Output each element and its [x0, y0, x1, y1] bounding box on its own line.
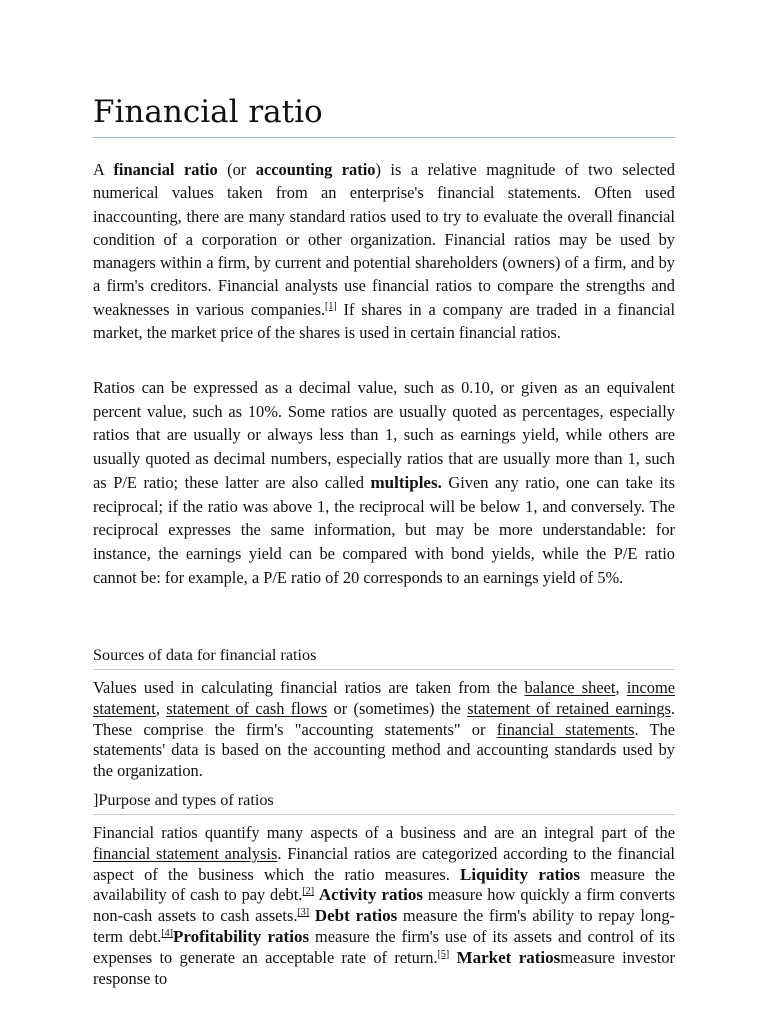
- citation-5-link[interactable]: [5]: [437, 948, 450, 960]
- sources-text: or (sometimes) the: [327, 698, 468, 718]
- link-statement-of-retained-earnings[interactable]: statement of retained earnings: [467, 698, 671, 718]
- intro-text: A: [93, 160, 114, 179]
- term-activity-ratios: Activity ratios: [318, 885, 424, 905]
- sources-text: . These comprise the firm's "accounting statements" or: [93, 698, 675, 739]
- intro-text: ) is a relative magnitude of two selected numerical values taken from an enterprise's financial statements. Often used inaccounting, there are many standard ratios used to try to evaluate the overall financial condition of a corporation or other organization. Financial ratios may be used by managers within a firm, by current and potential shareholders (owners) of a firm, and by a firm's creditors. Financial analysts use financial ratios to compare the strengths and weaknesses in various companies.: [93, 160, 675, 319]
- citation-5[interactable]: [438, 949, 450, 960]
- sources-text: Values used in calculating financial ratios are taken from the: [93, 678, 525, 697]
- link-balance-sheet[interactable]: balance sheet: [524, 678, 616, 697]
- term-financial-ratio: financial ratio: [113, 160, 218, 179]
- citation-3[interactable]: [297, 907, 309, 918]
- purpose-text: [449, 948, 456, 967]
- citation-1-link[interactable]: [1]: [325, 300, 337, 312]
- link-financial-statements[interactable]: financial statements: [496, 719, 635, 739]
- term-accounting-ratio: accounting ratio: [255, 160, 376, 179]
- citation-2[interactable]: [302, 886, 314, 897]
- term-multiples: multiples.: [370, 472, 442, 492]
- term-liquidity-ratios: Liquidity ratios: [460, 864, 580, 884]
- term-market-ratios: Market ratios: [456, 947, 561, 967]
- citation-4-link[interactable]: [4]: [161, 927, 173, 939]
- term-debt-ratios: Debt ratios: [314, 906, 398, 926]
- term-profitability-ratios: Profitability ratios: [172, 926, 310, 946]
- sources-paragraph: [93, 678, 675, 782]
- section-divider: [93, 669, 675, 670]
- purpose-text: measure how quickly a firm converts non-cash assets to cash assets.: [93, 885, 675, 926]
- section-divider: [93, 814, 675, 815]
- link-financial-statement-analysis[interactable]: financial statement analysis: [93, 843, 278, 863]
- sources-text: ,: [615, 678, 627, 697]
- intro-text: (or: [217, 160, 256, 179]
- ratios-text: Ratios can be expressed as a decimal value, such as 0.10, or given as an equivalent percent value, such as 10%. Some ratios are usually quoted as percentages, especially ratios that are usually or always less than 1, such as earnings yield, while others are usually quoted as decimal numbers, especially ratios that are usually more than 1, such as P/E ratio; these latter are also called: [93, 378, 675, 492]
- purpose-text: measure the firm's ability to repay long-term debt.: [93, 906, 676, 946]
- citation-1[interactable]: [325, 301, 337, 312]
- purpose-text: . Financial ratios are categorized according to the financial aspect of the business which the ratio measures.: [93, 843, 675, 884]
- ratios-text: Given any ratio, one can take its reciprocal; if the ratio was above 1, the reciprocal will be below 1, and conversely. The reciprocal expresses the same information, but may be more understandable: for instance, the earnings yield can be compared with bond yields, while the P/E ratio cannot be: for example, a P/E ratio of 20 corresponds to an earnings yield of 5%.: [93, 472, 675, 587]
- intro-paragraph: [93, 158, 675, 344]
- purpose-text: measure investor response to: [93, 947, 675, 988]
- link-income-statement[interactable]: income statement: [93, 678, 675, 718]
- sources-text: ,: [155, 698, 167, 718]
- page-title: Financial ratio: [93, 94, 323, 130]
- intro-text: If shares in a company are traded in a financial market, the market price of the shares is used in certain financial ratios.: [93, 299, 675, 343]
- citation-4[interactable]: [161, 928, 173, 939]
- citation-2-link[interactable]: [2]: [302, 886, 315, 898]
- section-heading-purpose: ]Purpose and types of ratios: [93, 791, 274, 809]
- link-statement-of-cash-flows[interactable]: statement of cash flows: [166, 698, 328, 718]
- section-heading-sources: Sources of data for financial ratios: [93, 646, 317, 664]
- citation-3-link[interactable]: [3]: [297, 907, 310, 919]
- purpose-paragraph: [93, 823, 675, 989]
- purpose-text: Financial ratios quantify many aspects of a business and are an integral part of the: [93, 823, 675, 842]
- title-divider: [93, 137, 675, 138]
- ratios-paragraph: [93, 376, 675, 589]
- sources-text: . The statements' data is based on the accounting method and accounting standards used by the organization.: [93, 719, 676, 781]
- purpose-text: measure the availability of cash to pay debt.: [93, 864, 675, 905]
- purpose-text: measure the firm's use of its assets and control of its expenses to generate an acceptable rate of return.: [93, 926, 676, 967]
